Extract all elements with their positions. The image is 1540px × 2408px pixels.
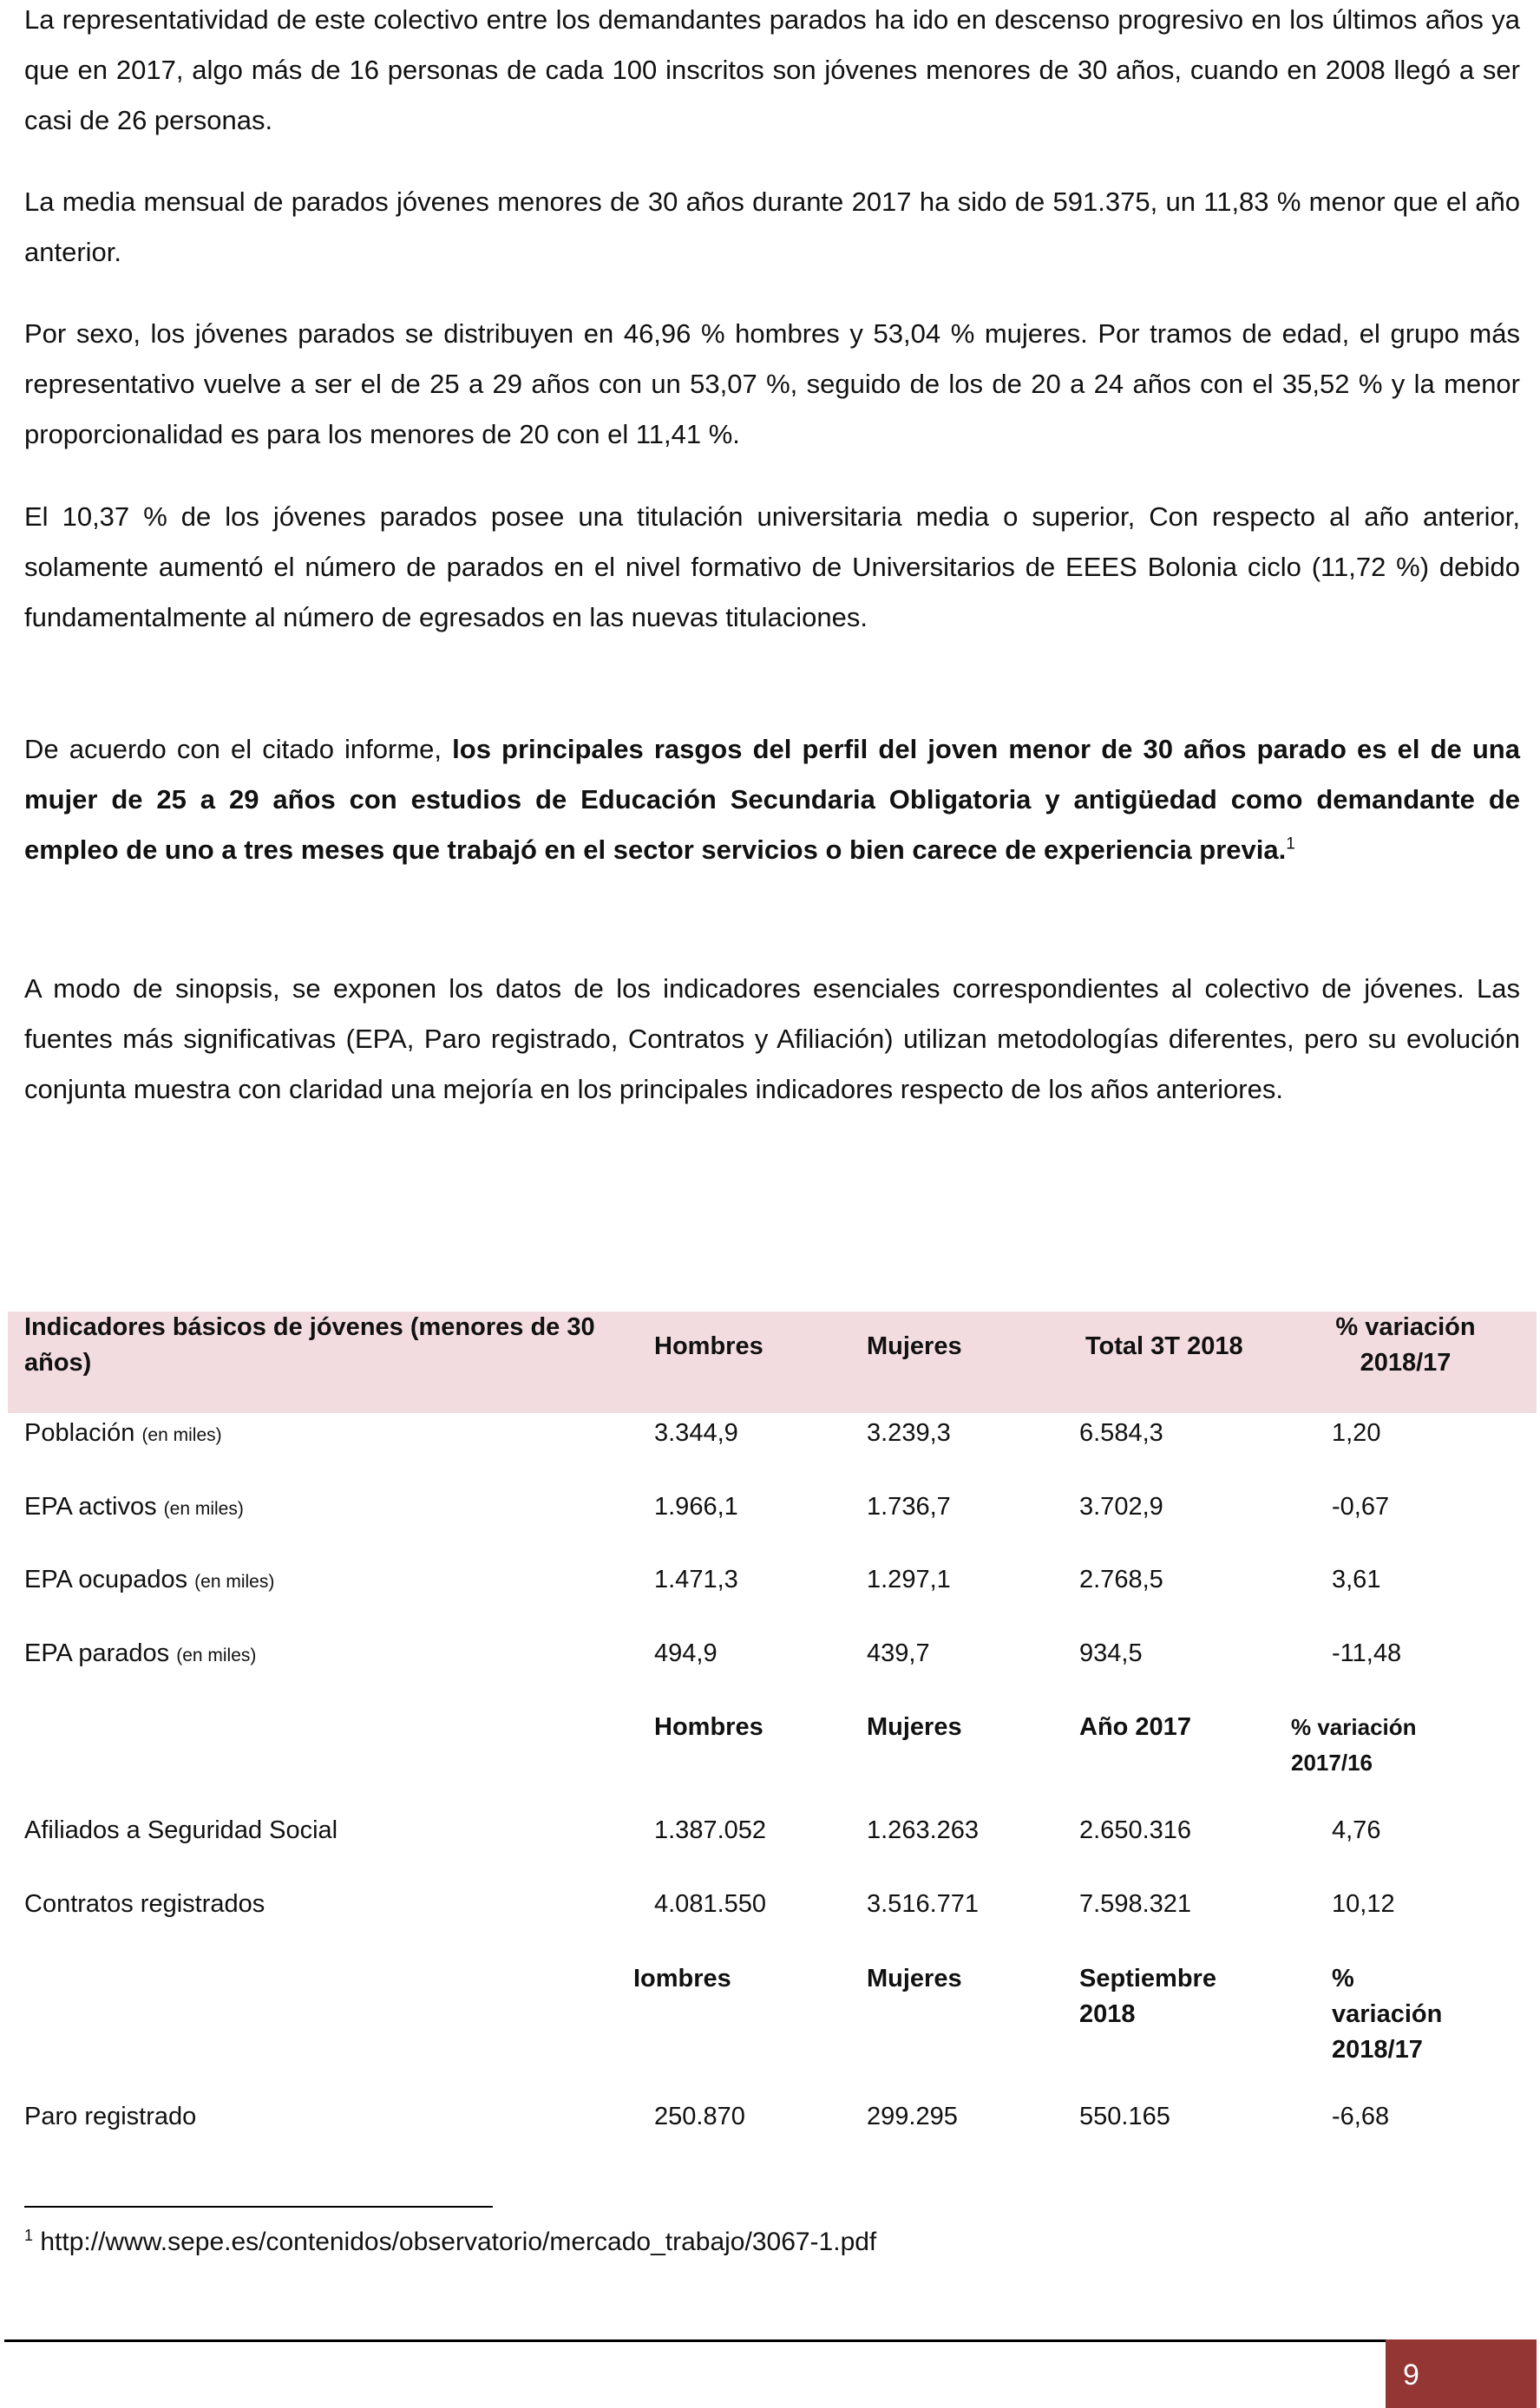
table-header-total: Total 3T 2018 xyxy=(1085,1332,1243,1360)
cell-hombres: 3.344,9 xyxy=(654,1419,738,1447)
row-unit: (en miles) xyxy=(163,1499,244,1519)
cell-variacion: -0,67 xyxy=(1332,1493,1390,1521)
paragraph-sinopsis: A modo de sinopsis, se exponen los datos de los indicadores esenciales correspondientes al colectivo de jóvenes. Las fuentes más significativas (EPA, Paro registrado, Contratos y Afiliación) utilizan metodologías diferentes, pero su evolución conjunta muestra con claridad una mejoría en los principales indicadores respecto de los años anteriores. xyxy=(24,973,1520,1104)
row-label: Contratos registrados xyxy=(24,1890,265,1918)
footnote-number: 1 xyxy=(24,2227,34,2244)
cell-total: 2.650.316 xyxy=(1079,1816,1192,1844)
cell-mujeres: 439,7 xyxy=(867,1639,930,1667)
row-label-text: EPA ocupados xyxy=(24,1566,188,1593)
subheader-mujeres: Mujeres xyxy=(867,1965,962,1992)
cell-hombres: 4.081.550 xyxy=(654,1890,767,1918)
perfil-bold: los principales rasgos del perfil del joven menor de 30 años parado es el de una mujer de 25 a 29 años con estudios de Educación Secundaria Obligatoria y antigüedad como demandante de empleo de uno a tres meses que trabajó en el sector servicios o bien carece de experiencia previa. xyxy=(24,734,1520,865)
row-label xyxy=(24,1636,256,1673)
cell-hombres: 494,9 xyxy=(654,1639,718,1667)
perfil-intro: De acuerdo con el citado informe, xyxy=(24,734,453,764)
page-number: 9 xyxy=(1403,2359,1419,2392)
cell-total: 550.165 xyxy=(1079,2103,1170,2130)
cell-total: 934,5 xyxy=(1079,1639,1143,1667)
cell-mujeres: 3.239,3 xyxy=(867,1419,951,1447)
row-label xyxy=(24,1416,222,1453)
row-label-text: EPA activos xyxy=(24,1493,157,1521)
table-header-mujeres: Mujeres xyxy=(867,1332,962,1360)
subheader-hombres: Hombres xyxy=(654,1713,763,1741)
paragraph-sexo-edad: Por sexo, los jóvenes parados se distribuyen en 46,96 % hombres y 53,04 % mujeres. Por tramos de edad, el grupo más representativo vuelve a ser el de 25 a 29 años con un 53,07 %, seguido de los de 20 a 24 años con el 35,52 % y la menor proporcionalidad es para los menores de 20 con el 11,41 %. xyxy=(24,318,1520,449)
row-unit: (en miles) xyxy=(194,1572,275,1592)
subheader-hombres: Iombres xyxy=(633,1965,731,1992)
cell-total: 7.598.321 xyxy=(1079,1890,1192,1918)
paragraph-perfil xyxy=(24,724,1520,875)
cell-total: 3.702,9 xyxy=(1079,1493,1163,1521)
cell-total: 6.584,3 xyxy=(1079,1419,1163,1447)
footnote xyxy=(24,2228,876,2257)
paragraph-titulacion: El 10,37 % de los jóvenes parados posee una titulación universitaria media o superior, Con respecto al año anterior, solamente aumentó el número de parados en el nivel formativo de Universitarios de EEES Bolonia ciclo (11,72 %) debido fundamentalmente al número de egresados en las nuevas titulaciones. xyxy=(24,501,1520,632)
subheader-variacion: % variación 2018/17 xyxy=(1332,1965,1443,2064)
page-number-box xyxy=(1386,2339,1537,2408)
cell-hombres: 250.870 xyxy=(654,2103,745,2130)
cell-variacion: -11,48 xyxy=(1332,1639,1402,1667)
subheader-total: Año 2017 xyxy=(1079,1713,1191,1741)
row-label: Afiliados a Seguridad Social xyxy=(24,1816,338,1844)
cell-variacion: -6,68 xyxy=(1332,2103,1390,2130)
table-header-label: Indicadores básicos de jóvenes (menores de 30 años) xyxy=(24,1313,595,1377)
cell-variacion: 3,61 xyxy=(1332,1566,1381,1593)
cell-mujeres: 299.295 xyxy=(867,2103,958,2130)
subheader-mujeres: Mujeres xyxy=(867,1713,962,1741)
cell-hombres: 1.387.052 xyxy=(654,1816,767,1844)
row-label-text: EPA parados xyxy=(24,1639,170,1667)
table-header-hombres: Hombres xyxy=(654,1332,763,1360)
footnote-separator xyxy=(24,2206,493,2208)
row-label-text: Población xyxy=(24,1419,135,1447)
cell-mujeres: 1.297,1 xyxy=(867,1566,951,1593)
row-unit: (en miles) xyxy=(141,1425,222,1445)
row-label: Paro registrado xyxy=(24,2103,197,2130)
footnote-ref[interactable]: 1 xyxy=(1286,834,1295,854)
row-label xyxy=(24,1489,244,1527)
footer-rule xyxy=(4,2339,1390,2342)
subheader-variacion: % variación 2017/16 xyxy=(1291,1714,1417,1776)
paragraph-representatividad: La representatividad de este colectivo entre los demandantes parados ha ido en descenso progresivo en los últimos años ya que en 2017, algo más de 16 personas de cada 100 inscritos son jóvenes menores de 30 años, cuando en 2008 llegó a ser casi de 26 personas. xyxy=(24,4,1520,135)
row-unit: (en miles) xyxy=(176,1646,257,1665)
cell-variacion: 1,20 xyxy=(1332,1419,1381,1447)
footnote-link[interactable]: http://www.sepe.es/contenidos/observatorio/mercado_trabajo/3067-1.pdf xyxy=(40,2228,877,2256)
cell-total: 2.768,5 xyxy=(1079,1566,1163,1593)
cell-mujeres: 1.263.263 xyxy=(867,1816,980,1844)
cell-mujeres: 3.516.771 xyxy=(867,1890,980,1918)
row-label xyxy=(24,1562,274,1600)
subheader-total: Septiembre 2018 xyxy=(1079,1965,1216,2028)
table-header-variacion: % variación 2018/17 xyxy=(1335,1313,1476,1377)
cell-variacion: 4,76 xyxy=(1332,1816,1381,1844)
cell-variacion: 10,12 xyxy=(1332,1890,1395,1918)
cell-hombres: 1.471,3 xyxy=(654,1566,738,1593)
cell-mujeres: 1.736,7 xyxy=(867,1493,951,1521)
paragraph-media-mensual: La media mensual de parados jóvenes menores de 30 años durante 2017 ha sido de 591.375, un 11,83 % menor que el año anterior. xyxy=(24,186,1520,267)
cell-hombres: 1.966,1 xyxy=(654,1493,738,1521)
